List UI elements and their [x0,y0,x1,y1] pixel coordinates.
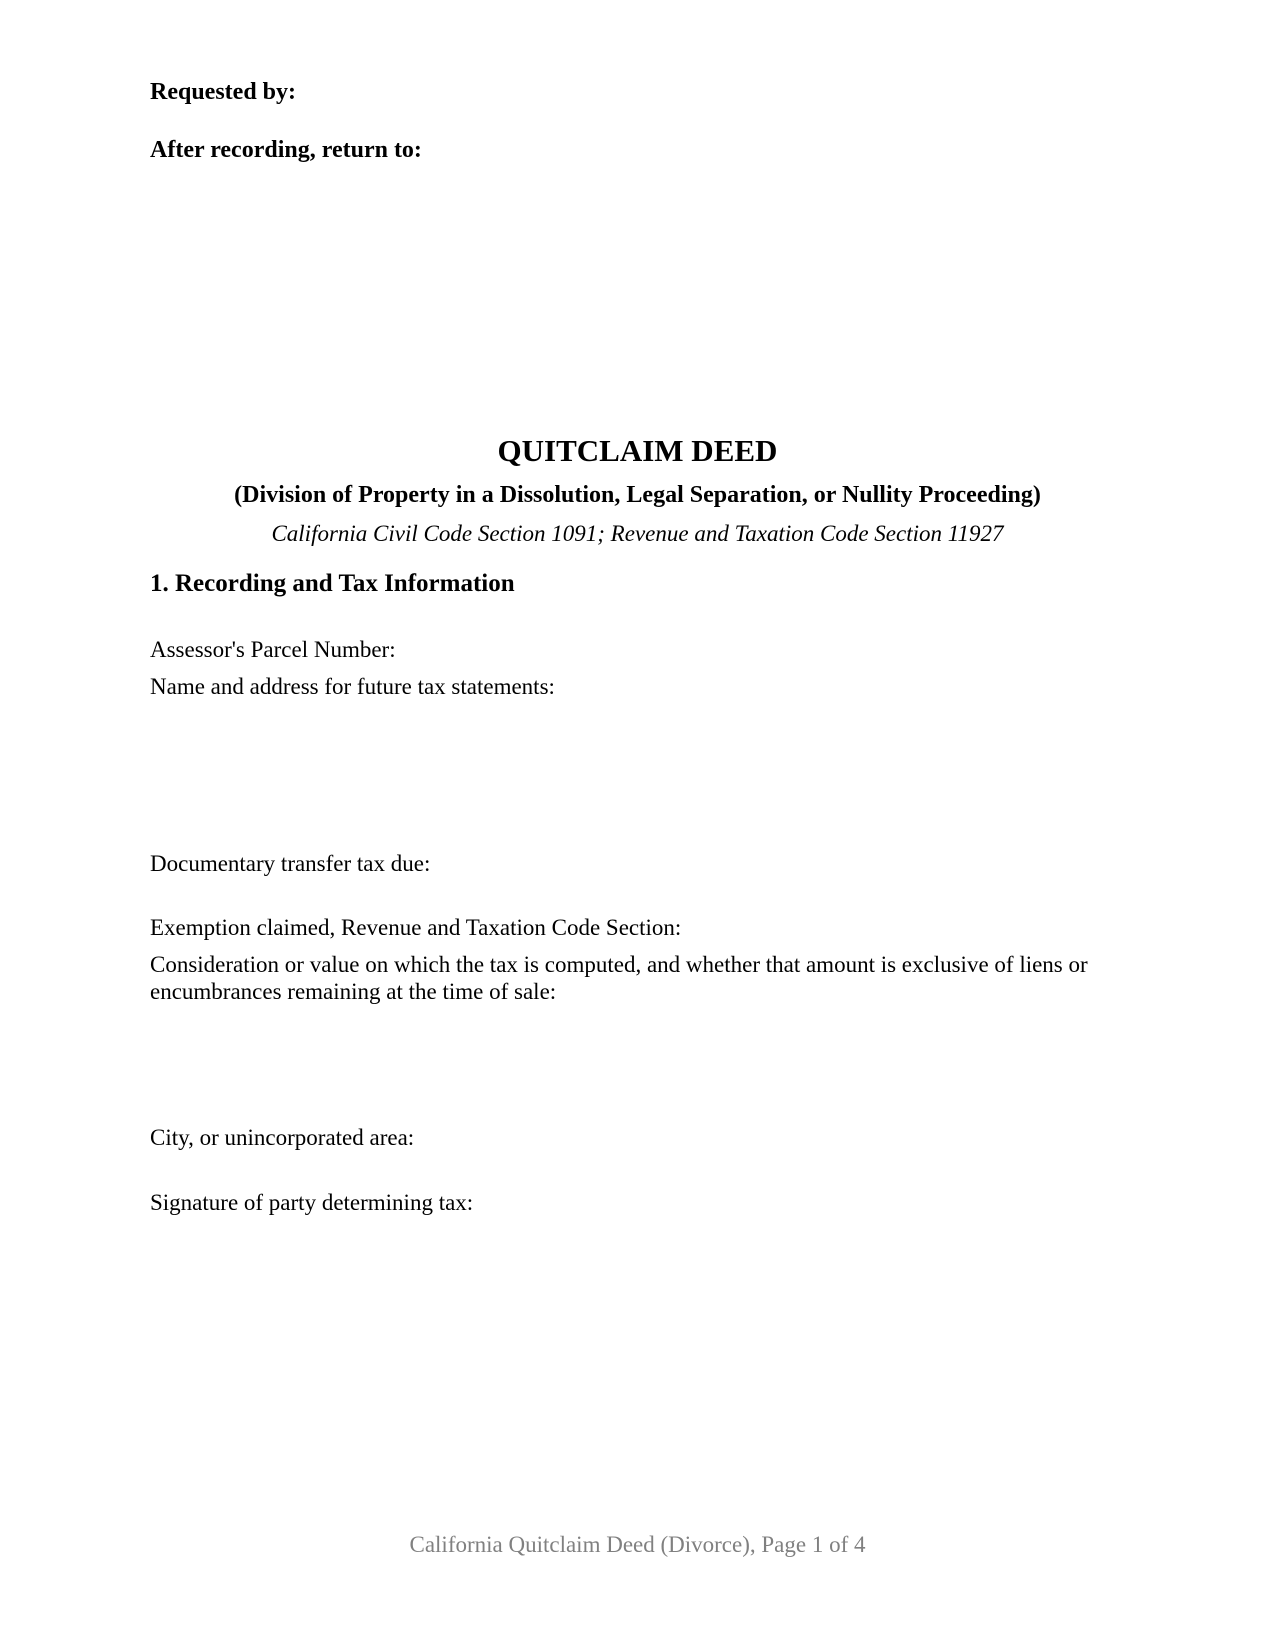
parcel-number-label: Assessor's Parcel Number: [150,637,396,662]
consideration-label: Consideration or value on which the tax is computed, and whether that amount is exclusive of liens or encumbrances remaining at the time of sale: [150,952,1088,1004]
city-label: City, or unincorporated area: [150,1125,415,1150]
return-to-label: After recording, return to: [150,137,422,163]
signature-label: Signature of party determining tax: [150,1190,474,1215]
section-heading-recording-tax: 1. Recording and Tax Information [150,570,515,597]
transfer-tax-label: Documentary transfer tax due: [150,851,431,876]
page-footer: California Quitclaim Deed (Divorce), Page 1 of 4 [409,1532,866,1557]
tax-statements-label: Name and address for future tax statements: [150,674,555,699]
document-subtitle: (Division of Property in a Dissolution, Legal Separation, or Nullity Proceeding) [234,482,1041,508]
exemption-label: Exemption claimed, Revenue and Taxation Code Section: [150,915,682,940]
requested-by-label: Requested by: [150,79,297,105]
statute-citation: California Civil Code Section 1091; Revenue and Taxation Code Section 11927 [271,521,1004,546]
document-title: QUITCLAIM DEED [497,433,778,468]
